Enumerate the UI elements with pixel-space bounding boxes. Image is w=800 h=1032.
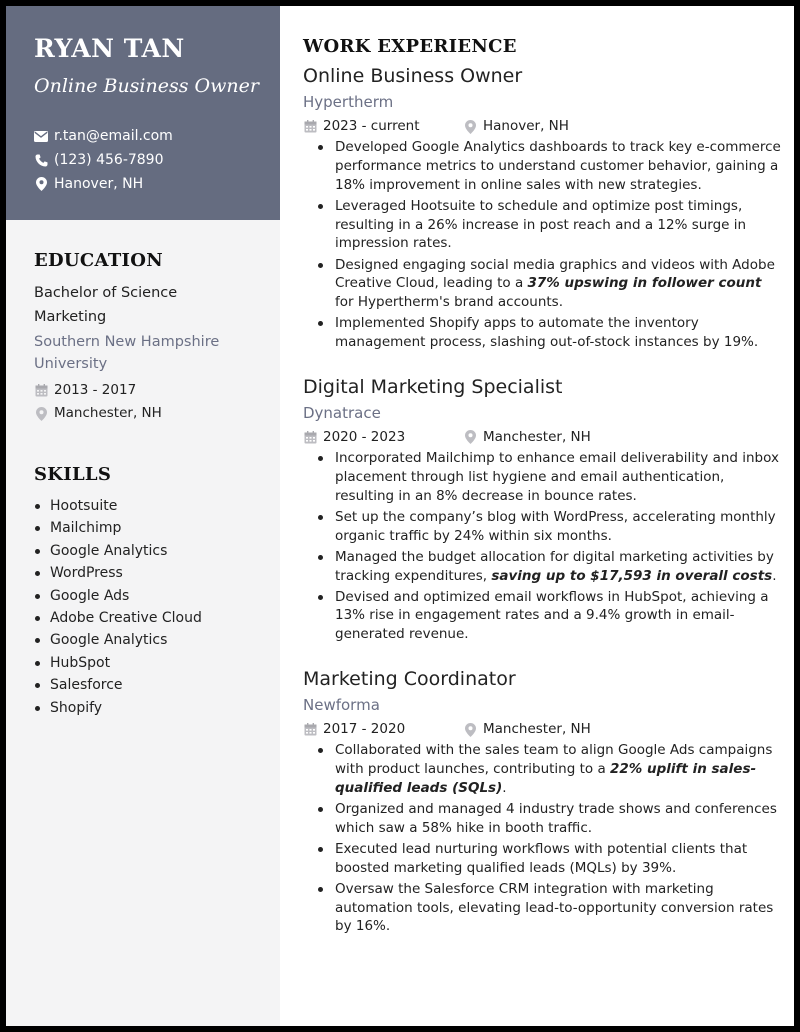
education-location [34, 402, 270, 425]
job-dates [303, 718, 463, 741]
contact-list [34, 124, 280, 196]
job-dates [303, 115, 463, 138]
job-bullet [303, 840, 783, 878]
job-bullet [303, 588, 783, 644]
skill-item: Salesforce [34, 674, 270, 696]
work-experience-section [303, 36, 783, 939]
skill-item: Google Ads [34, 585, 270, 607]
job-location [463, 426, 591, 449]
map-pin-icon [463, 430, 477, 444]
education-heading: EDUCATION [34, 250, 163, 271]
bullet-text-end: . [502, 779, 507, 796]
skill-item: WordPress [34, 562, 270, 584]
map-pin-icon [463, 723, 477, 737]
company-name: Hypertherm [303, 93, 394, 111]
calendar-icon [303, 120, 317, 134]
candidate-name: RYAN TAN [34, 34, 185, 63]
job-entry [303, 666, 783, 936]
skill-item: Shopify [34, 697, 270, 719]
bullet-text: Set up the company’s blog with WordPress, accelerating monthly organic traffic by 24% within six months. [335, 508, 776, 544]
job-location [463, 115, 569, 138]
bullet-text: Managed the budget allocation for digital marketing activities by tracking expenditures, [335, 548, 774, 584]
job-bullet [303, 256, 783, 312]
contact-email [34, 124, 280, 148]
work-experience-heading: WORK EXPERIENCE [303, 36, 517, 57]
education-location-text: Manchester, NH [54, 405, 162, 421]
bullet-highlight: saving up to $17,593 in overall costs [491, 567, 773, 584]
bullet-text: Collaborated with the sales team to align Google Ads campaigns with product launches, contributing to a [335, 742, 773, 777]
job-bullet [303, 449, 783, 505]
job-entry [303, 63, 783, 352]
bullet-text: Developed Google Analytics dashboards to track key e-commerce performance metrics to understand customer behavior, gaining a 18% improvement in online sales with new strategies. [335, 139, 781, 193]
skills-heading: SKILLS [34, 464, 112, 485]
job-dates-text: 2023 - current [323, 118, 420, 134]
skill-item: Google Analytics [34, 629, 270, 651]
skill-item: HubSpot [34, 652, 270, 674]
job-bullet [303, 508, 783, 546]
skill-item: Hootsuite [34, 495, 270, 517]
company-name: Dynatrace [303, 403, 381, 422]
envelope-icon [34, 129, 48, 143]
bullet-text: Devised and optimized email workflows in HubSpot, achieving a 13% rise in engagement rates and a 9.4% growth in email-generated revenue. [335, 588, 769, 643]
job-location-text: Hanover, NH [483, 118, 569, 134]
skill-item: Adobe Creative Cloud [34, 607, 270, 629]
job-meta [303, 718, 783, 741]
phone-text: (123) 456-7890 [54, 152, 164, 168]
job-dates [303, 426, 463, 449]
job-title: Marketing Coordinator [303, 668, 516, 691]
job-bullets [303, 138, 783, 352]
job-meta [303, 426, 783, 449]
education-major: Marketing [34, 309, 107, 325]
location-text: Hanover, NH [54, 176, 144, 192]
job-bullets [303, 741, 783, 936]
contact-phone [34, 148, 280, 172]
bullet-text: Designed engaging social media graphics and videos with Adobe Creative Cloud, leading to a [335, 256, 775, 292]
skill-item: Google Analytics [34, 540, 270, 562]
jobs-list [303, 63, 783, 936]
education-degree: Bachelor of Science [34, 285, 178, 301]
bullet-highlight: 37% upswing in follower count [527, 275, 762, 292]
job-location-text: Manchester, NH [483, 721, 591, 738]
job-bullet [303, 741, 783, 797]
sidebar [6, 6, 280, 1026]
bullet-text: Implemented Shopify apps to automate the inventory management process, slashing out-of-stock instances by 19%. [335, 315, 759, 351]
education-section [34, 250, 270, 425]
map-pin-icon [463, 120, 477, 134]
job-bullet [303, 314, 783, 352]
bullet-text-end: for Hypertherm's brand accounts. [335, 294, 563, 311]
calendar-icon [34, 384, 48, 398]
job-bullet [303, 800, 783, 838]
bullet-text: Incorporated Mailchimp to enhance email deliverability and inbox placement through list hygiene and email authentication, resulting in an 8% decrease in bounce rates. [335, 449, 779, 504]
bullet-text: Oversaw the Salesforce CRM integration with marketing automation tools, elevating lead-to-opportunity conversion rates by 16%. [335, 880, 774, 935]
map-pin-icon [34, 177, 48, 191]
job-meta [303, 115, 783, 138]
job-dates-text: 2020 - 2023 [323, 428, 406, 445]
contact-location [34, 172, 280, 196]
education-school: Southern New Hampshire University [34, 334, 220, 372]
bullet-text: Leveraged Hootsuite to schedule and optimize post timings, resulting in a 26% increase in post reach and a 12% surge in impression rates. [335, 197, 747, 252]
email-text: r.tan@email.com [54, 128, 173, 144]
job-bullets [303, 449, 783, 644]
bullet-highlight: 22% uplift in sales-qualified leads (SQLs) [335, 760, 757, 796]
skills-list [34, 495, 270, 719]
job-bullet [303, 880, 783, 936]
bullet-text: Executed lead nurturing workflows with potential clients that boosted marketing qualified leads (MQLs) by 39%. [335, 840, 748, 876]
bullet-text: Organized and managed 4 industry trade shows and conferences which saw a 58% hike in booth traffic. [335, 800, 777, 836]
job-title: Digital Marketing Specialist [303, 375, 563, 398]
map-pin-icon [34, 407, 48, 421]
job-bullet [303, 138, 783, 194]
candidate-title: Online Business Owner [34, 75, 259, 97]
skill-item: Mailchimp [34, 517, 270, 539]
calendar-icon [303, 430, 317, 444]
job-entry [303, 374, 783, 644]
job-dates-text: 2017 - 2020 [323, 721, 406, 738]
job-location-text: Manchester, NH [483, 428, 591, 445]
phone-icon [34, 153, 48, 167]
bullet-text-end: . [772, 567, 777, 584]
job-bullet [303, 197, 783, 253]
job-title: Online Business Owner [303, 65, 523, 87]
calendar-icon [303, 723, 317, 737]
skills-section [34, 464, 270, 719]
education-dates [34, 379, 270, 402]
company-name: Newforma [303, 696, 380, 715]
job-location [463, 718, 591, 741]
profile-header [6, 6, 280, 220]
education-dates-text: 2013 - 2017 [54, 382, 137, 398]
job-bullet [303, 548, 783, 586]
